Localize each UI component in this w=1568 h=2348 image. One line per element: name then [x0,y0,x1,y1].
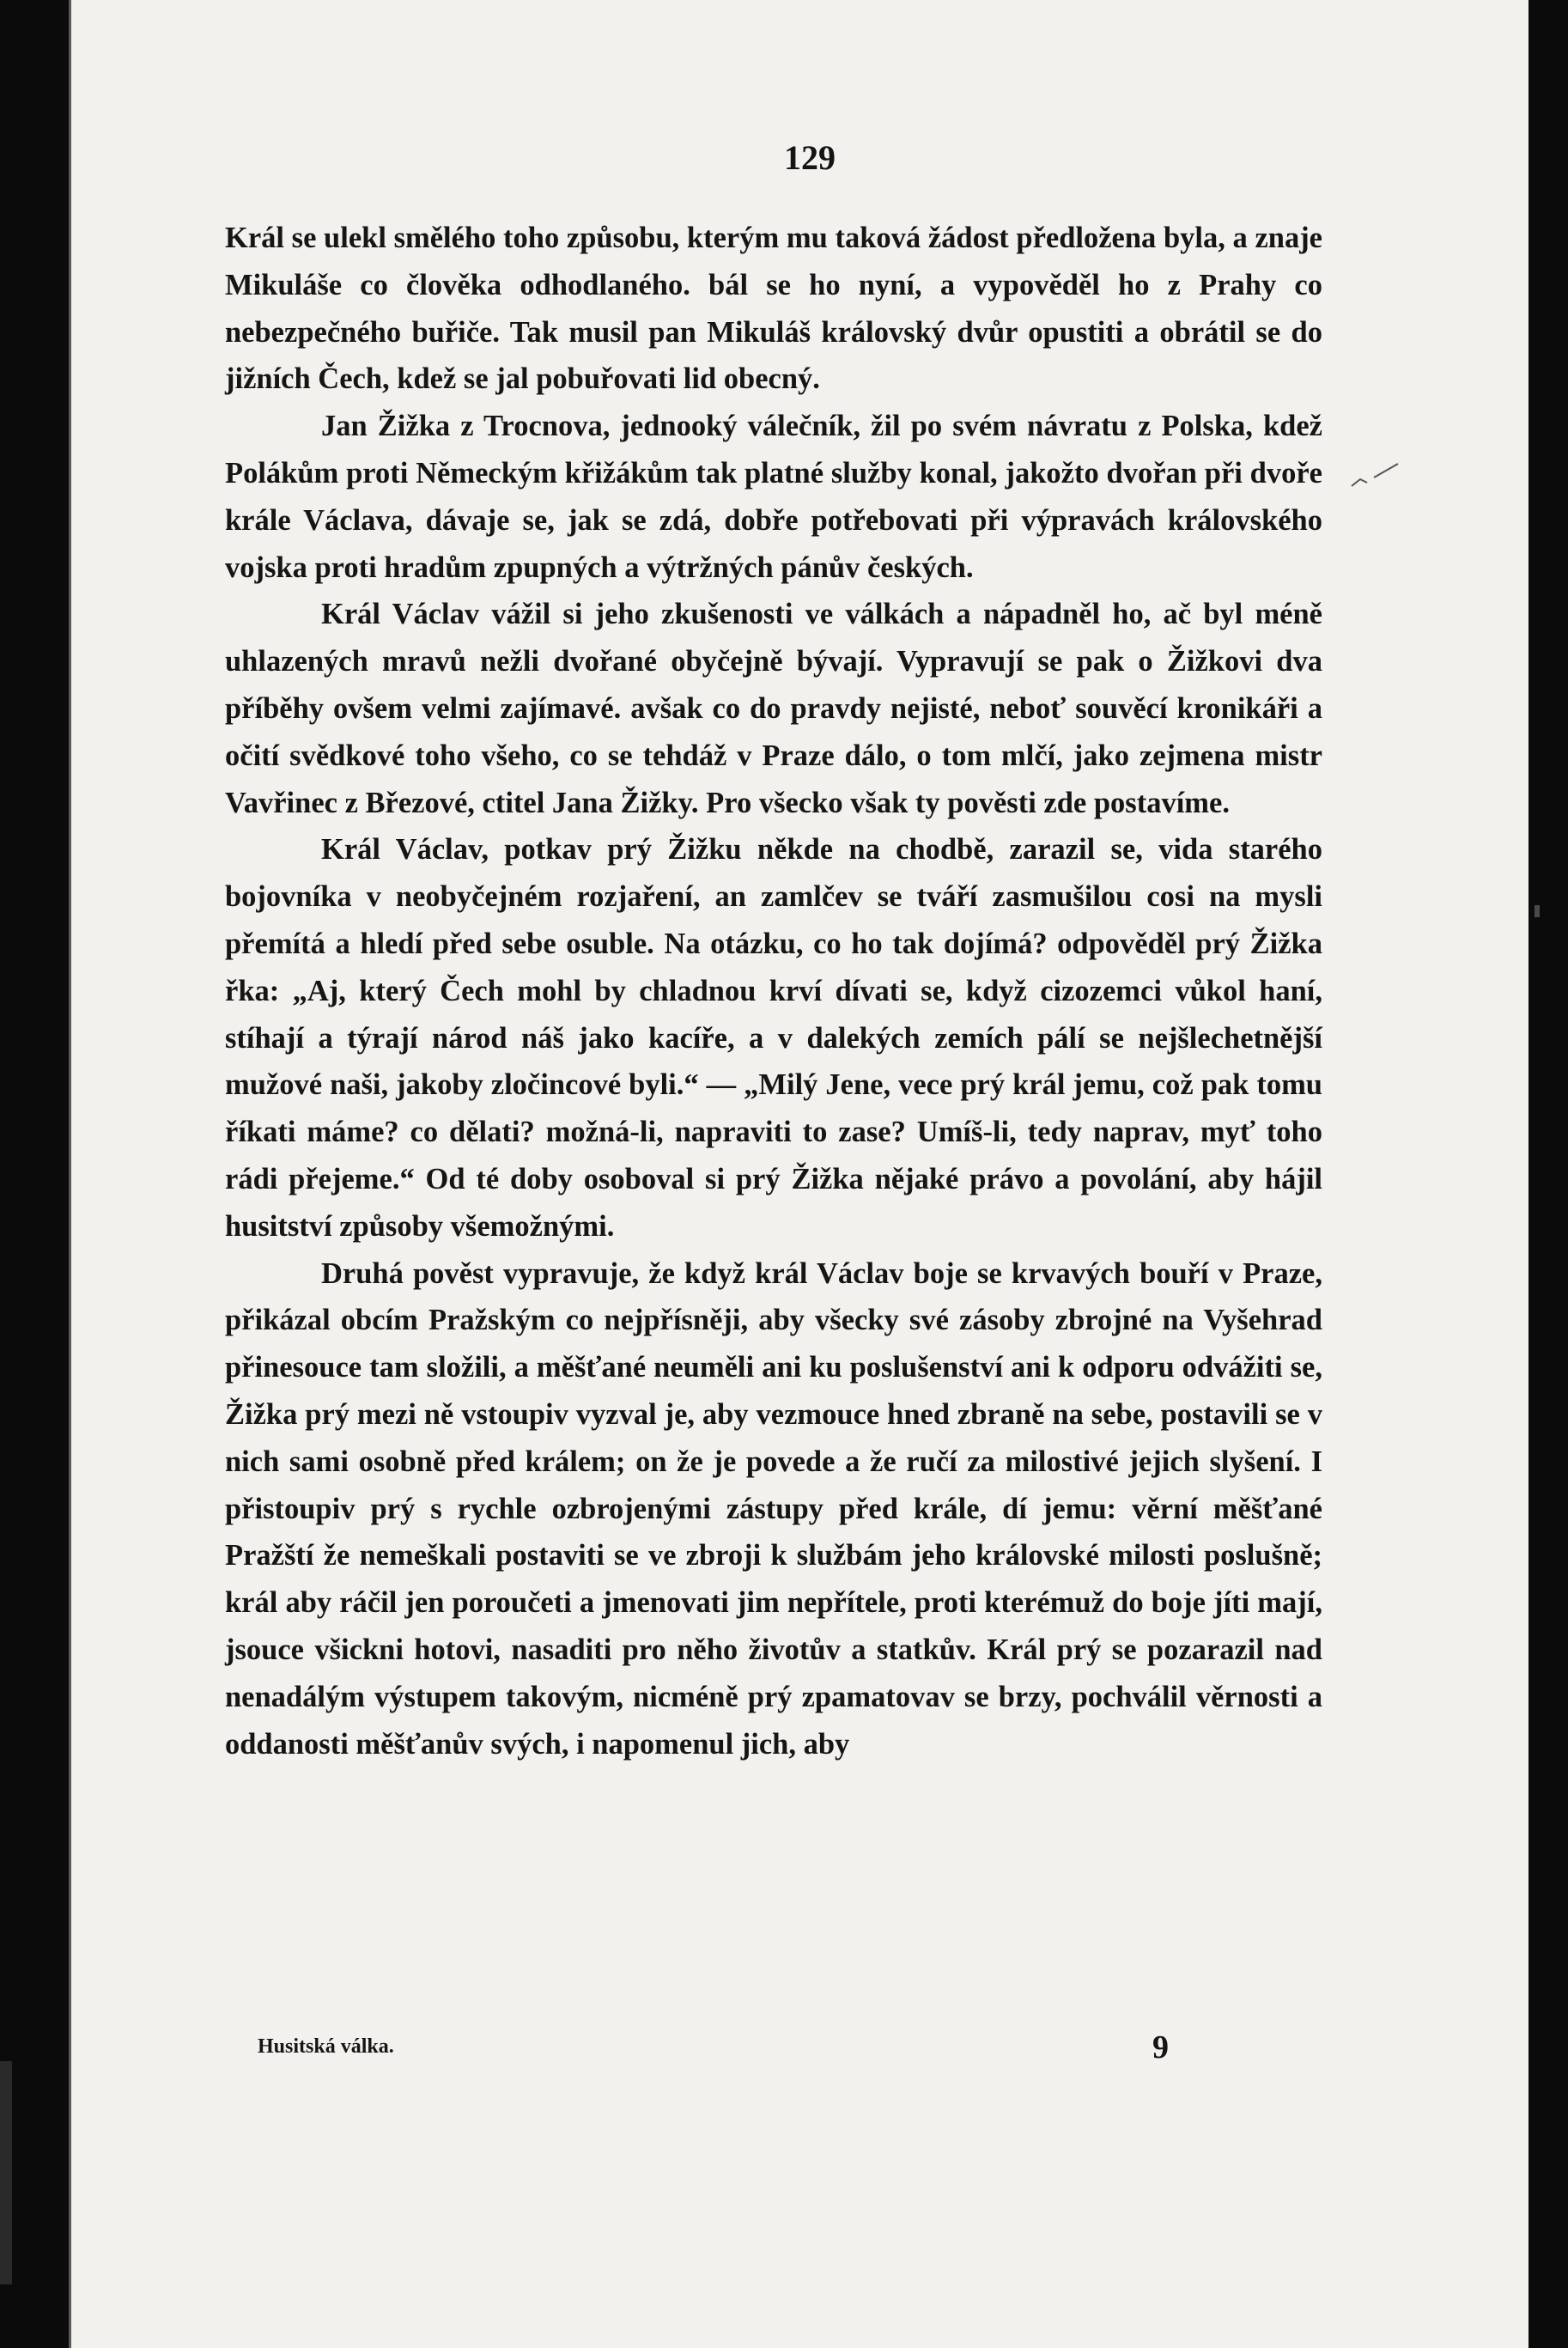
paragraph: Jan Žižka z Trocnova, jednooký válečník, žil po svém návratu z Polska, kdež Polákům proti Německým křižákům tak platné služby konal, jakožto dvořan při dvoře krále Václava, dávaje se, jak se zdá, dobře potřebovati při výpravách královského vojska proti hradům zpupných a výtržných pánův českých. [225,410,1322,584]
paragraph: Král Václav, potkav prý Žižku někde na chodbě, zarazil se, vida starého bojovníka v neobyčejném rozjaření, an zamlčev se tváří zasmušilou cosi na mysli přemítá a hledí před sebe osuble. Na otázku, co ho tak dojímá? odpověděl prý Žižka řka: „Aj, který Čech mohl by chladnou krví dívati se, když cizozemci vůkol haní, stíhají a týrají národ náš jako kacíře, a v dalekých zemích pálí se nejšlechetnější mužové naši, jakoby zločincové byli.“ — „Milý Jene, vece prý král jemu, což pak tomu říkati máme? co dělati? možná-li, napraviti to zase? Umíš-li, tedy naprav, myť toho rádi přejeme.“ Od té doby osoboval si prý Žižka nějaké právo a povolání, aby hájil husitství způsoby všemožnými. [225,833,1322,1243]
footer-title: Husitská válka. [258,2035,394,2058]
paragraph: Král Václav vážil si jeho zkušenosti ve válkách a nápadněl ho, ač byl méně uhlazených mravů nežli dvořané obyčejně bývají. Vypravují se pak o Žižkovi dva příběhy ovšem velmi zajímavé. avšak co do pravdy nejisté, neboť souvěcí kronikáři a očití svědkové toho všeho, co se tehdáž v Praze dálo, o tom mlčí, jako zejmena mistr Vavřinec z Březové, ctitel Jana Žižky. Pro všecko však ty pověsti zde postavíme. [225,598,1322,819]
signature-mark: 9 [1152,2029,1169,2065]
binding-shadow [0,2061,12,2284]
body-text [225,215,1322,1767]
page-number: 129 [784,138,836,177]
paragraph: Druhá pověst vypravuje, že když král Václav boje se krvavých bouří v Praze, přikázal obcím Pražským co nejpřísněji, aby všecky své zásoby zbrojné na Vyšehrad přinesouce tam složili, a měšťané neuměli ani ku poslušenství ani k odporu odvážiti se, Žižka prý mezi ně vstoupiv vyzval je, aby vezmouce hned zbraně na sebe, postavili se v nich sami osobně před králem; on že je povede a že ručí za milostivé jejich slyšení. I přistoupiv prý s rychle ozbrojenými zástupy před krále, dí jemu: věrní měšťané Pražští že nemeškali postaviti se ve zbroji k službám jeho královské milosti poslušně; král aby ráčil jen poroučeti a jmenovati jim nepřítele, proti kterémuž do boje jíti mají, jsouce všickni hotovi, nasaditi pro něho životův a statkův. Král prý se pozarazil nad nenadálým výstupem takovým, nicméně prý zpamatovav se brzy, pochválil věrnosti a oddanosti měšťanův svých, i napomenul jich, aby [225,1256,1322,1761]
margin-tick [1535,905,1540,917]
pencil-mark-icon [1348,460,1401,491]
page-footer [258,2029,1202,2071]
page-edge-shadow [69,0,71,2348]
paragraph: Král se ulekl smělého toho způsobu, kterým mu taková žádost předložena byla, a znaje Mikuláše co člověka odhodlaného. bál se ho nyní, a vypověděl ho z Prahy co nebezpečného buřiče. Tak musil pan Mikuláš královský dvůr opustiti a obrátil se do jižních Čech, kdež se jal pobuřovati lid obecný. [225,222,1322,396]
